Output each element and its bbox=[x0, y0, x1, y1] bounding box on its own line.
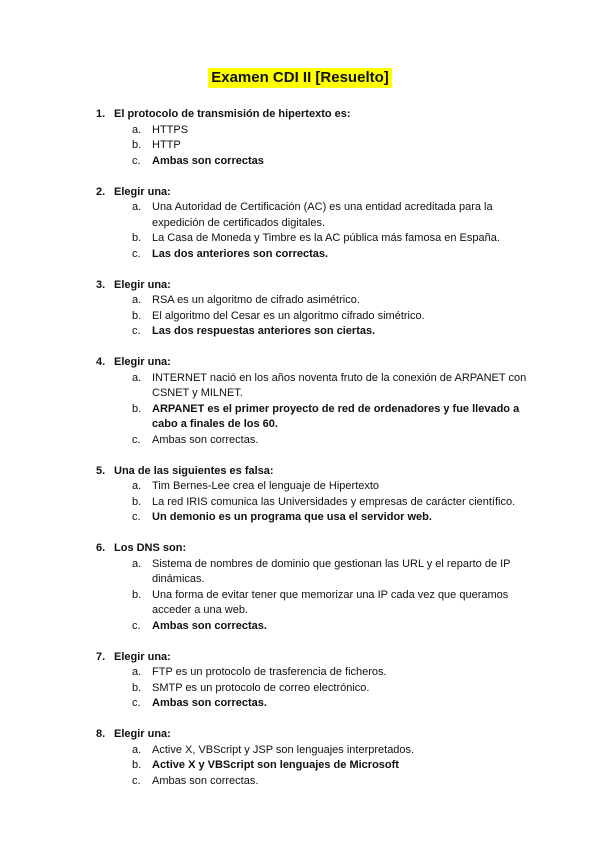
option-letter: c. bbox=[132, 154, 141, 167]
question-4 bbox=[96, 355, 536, 448]
answer-option bbox=[96, 293, 536, 309]
option-letter: a. bbox=[132, 480, 142, 492]
question-heading bbox=[96, 541, 536, 557]
option-letter: b. bbox=[132, 402, 142, 415]
document-title: Examen CDI II [Resuelto] bbox=[208, 68, 392, 88]
question-prompt: Elegir una: bbox=[114, 650, 171, 663]
question-heading bbox=[96, 464, 536, 480]
option-text: HTTPS bbox=[152, 123, 189, 136]
option-letter: a. bbox=[132, 557, 142, 570]
answer-option bbox=[96, 774, 536, 790]
option-text: FTP es un protocolo de trasferencia de ficheros. bbox=[152, 666, 387, 678]
option-text: RSA es un algoritmo de cifrado asimétrico. bbox=[152, 294, 360, 306]
option-letter: c. bbox=[132, 511, 141, 523]
question-heading bbox=[96, 107, 536, 123]
option-letter: c. bbox=[132, 697, 141, 709]
question-list bbox=[96, 107, 536, 805]
question-number: 8. bbox=[96, 728, 106, 740]
question-number: 7. bbox=[96, 650, 106, 663]
option-text: Active X y VBScript son lenguajes de Microsoft bbox=[152, 759, 399, 771]
answer-option bbox=[96, 231, 536, 247]
option-text: Tim Bernes-Lee crea el lenguaje de Hipertexto bbox=[152, 480, 380, 492]
answer-option bbox=[96, 588, 536, 619]
answer-option bbox=[96, 665, 536, 681]
option-text: Active X, VBScript y JSP son lenguajes interpretados. bbox=[152, 743, 415, 756]
question-number: 6. bbox=[96, 542, 106, 554]
answer-option bbox=[96, 479, 536, 495]
option-letter: b. bbox=[132, 232, 142, 244]
answer-option-correct bbox=[96, 402, 536, 433]
option-text: Las dos anteriores son correctas. bbox=[152, 247, 329, 260]
answer-option-correct bbox=[96, 324, 536, 340]
option-letter: a. bbox=[132, 743, 142, 756]
option-text: Una forma de evitar tener que memorizar una IP cada vez que queramos acceder a una web. bbox=[152, 588, 509, 616]
question-number: 5. bbox=[96, 464, 106, 477]
question-heading bbox=[96, 185, 536, 201]
question-heading bbox=[96, 278, 536, 294]
option-letter: a. bbox=[132, 666, 142, 678]
answer-option bbox=[96, 495, 536, 511]
question-prompt: El protocolo de transmisión de hipertexto es: bbox=[114, 108, 351, 120]
answer-option bbox=[96, 371, 536, 402]
option-text: Ambas son correctas. bbox=[152, 619, 267, 632]
answer-option-correct bbox=[96, 510, 536, 526]
option-text: La red IRIS comunica las Universidades y empresas de carácter científico. bbox=[152, 495, 516, 508]
answer-option bbox=[96, 681, 536, 697]
question-heading bbox=[96, 727, 536, 743]
option-letter: c. bbox=[132, 247, 141, 260]
question-7 bbox=[96, 650, 536, 712]
question-prompt: Elegir una: bbox=[114, 278, 171, 291]
answer-option-correct bbox=[96, 619, 536, 635]
option-text: Ambas son correctas. bbox=[152, 433, 259, 446]
question-number: 1. bbox=[96, 108, 106, 120]
question-prompt: Los DNS son: bbox=[114, 542, 187, 554]
option-letter: c. bbox=[132, 774, 141, 787]
option-letter: c. bbox=[132, 433, 141, 446]
question-heading bbox=[96, 650, 536, 666]
answer-option bbox=[96, 138, 536, 154]
question-prompt: Elegir una: bbox=[114, 356, 171, 368]
answer-option-correct bbox=[96, 758, 536, 774]
option-text: HTTP bbox=[152, 139, 181, 151]
option-text: INTERNET nació en los años noventa fruto de la conexión de ARPANET con CSNET y MILNET. bbox=[152, 371, 527, 399]
answer-option-correct bbox=[96, 247, 536, 263]
option-letter: a. bbox=[132, 123, 142, 136]
option-letter: b. bbox=[132, 495, 142, 508]
answer-option-correct bbox=[96, 154, 536, 170]
option-text: La Casa de Moneda y Timbre es la AC pública más famosa en España. bbox=[152, 232, 500, 244]
option-letter: a. bbox=[132, 201, 142, 213]
question-8 bbox=[96, 727, 536, 789]
question-2 bbox=[96, 185, 536, 263]
question-5 bbox=[96, 464, 536, 526]
question-prompt: Elegir una: bbox=[114, 728, 171, 740]
answer-option bbox=[96, 309, 536, 325]
option-letter: b. bbox=[132, 309, 142, 322]
option-text: ARPANET es el primer proyecto de red de ordenadores y fue llevado a cabo a finales de los 60. bbox=[152, 402, 520, 430]
question-3 bbox=[96, 278, 536, 340]
option-text: Una Autoridad de Certificación (AC) es una entidad acreditada para la expedición de certificados digitales. bbox=[152, 201, 493, 229]
question-number: 2. bbox=[96, 185, 106, 198]
option-letter: b. bbox=[132, 681, 142, 694]
answer-option bbox=[96, 557, 536, 588]
option-letter: c. bbox=[132, 325, 141, 337]
option-text: El algoritmo del Cesar es un algoritmo cifrado simétrico. bbox=[152, 309, 425, 322]
question-number: 4. bbox=[96, 356, 106, 368]
option-text: Sistema de nombres de dominio que gestionan las URL y el reparto de IP dinámicas. bbox=[152, 557, 511, 585]
title-container bbox=[0, 68, 600, 88]
option-letter: a. bbox=[132, 371, 142, 384]
option-text: Las dos respuestas anteriores son ciertas. bbox=[152, 325, 376, 337]
question-heading bbox=[96, 355, 536, 371]
answer-option bbox=[96, 743, 536, 759]
option-text: Ambas son correctas. bbox=[152, 697, 267, 709]
answer-option bbox=[96, 433, 536, 449]
answer-option-correct bbox=[96, 696, 536, 712]
answer-option bbox=[96, 123, 536, 139]
option-letter: b. bbox=[132, 588, 142, 601]
question-1 bbox=[96, 107, 536, 169]
question-number: 3. bbox=[96, 278, 106, 291]
question-prompt: Una de las siguientes es falsa: bbox=[114, 464, 274, 477]
option-letter: a. bbox=[132, 294, 142, 306]
question-prompt: Elegir una: bbox=[114, 185, 171, 198]
option-text: Un demonio es un programa que usa el servidor web. bbox=[152, 511, 432, 523]
option-text: Ambas son correctas bbox=[152, 154, 264, 167]
option-letter: b. bbox=[132, 759, 142, 771]
option-text: SMTP es un protocolo de correo electrónico. bbox=[152, 681, 370, 694]
option-letter: b. bbox=[132, 139, 142, 151]
question-6 bbox=[96, 541, 536, 634]
answer-option bbox=[96, 200, 536, 231]
option-text: Ambas son correctas. bbox=[152, 774, 259, 787]
option-letter: c. bbox=[132, 619, 141, 632]
